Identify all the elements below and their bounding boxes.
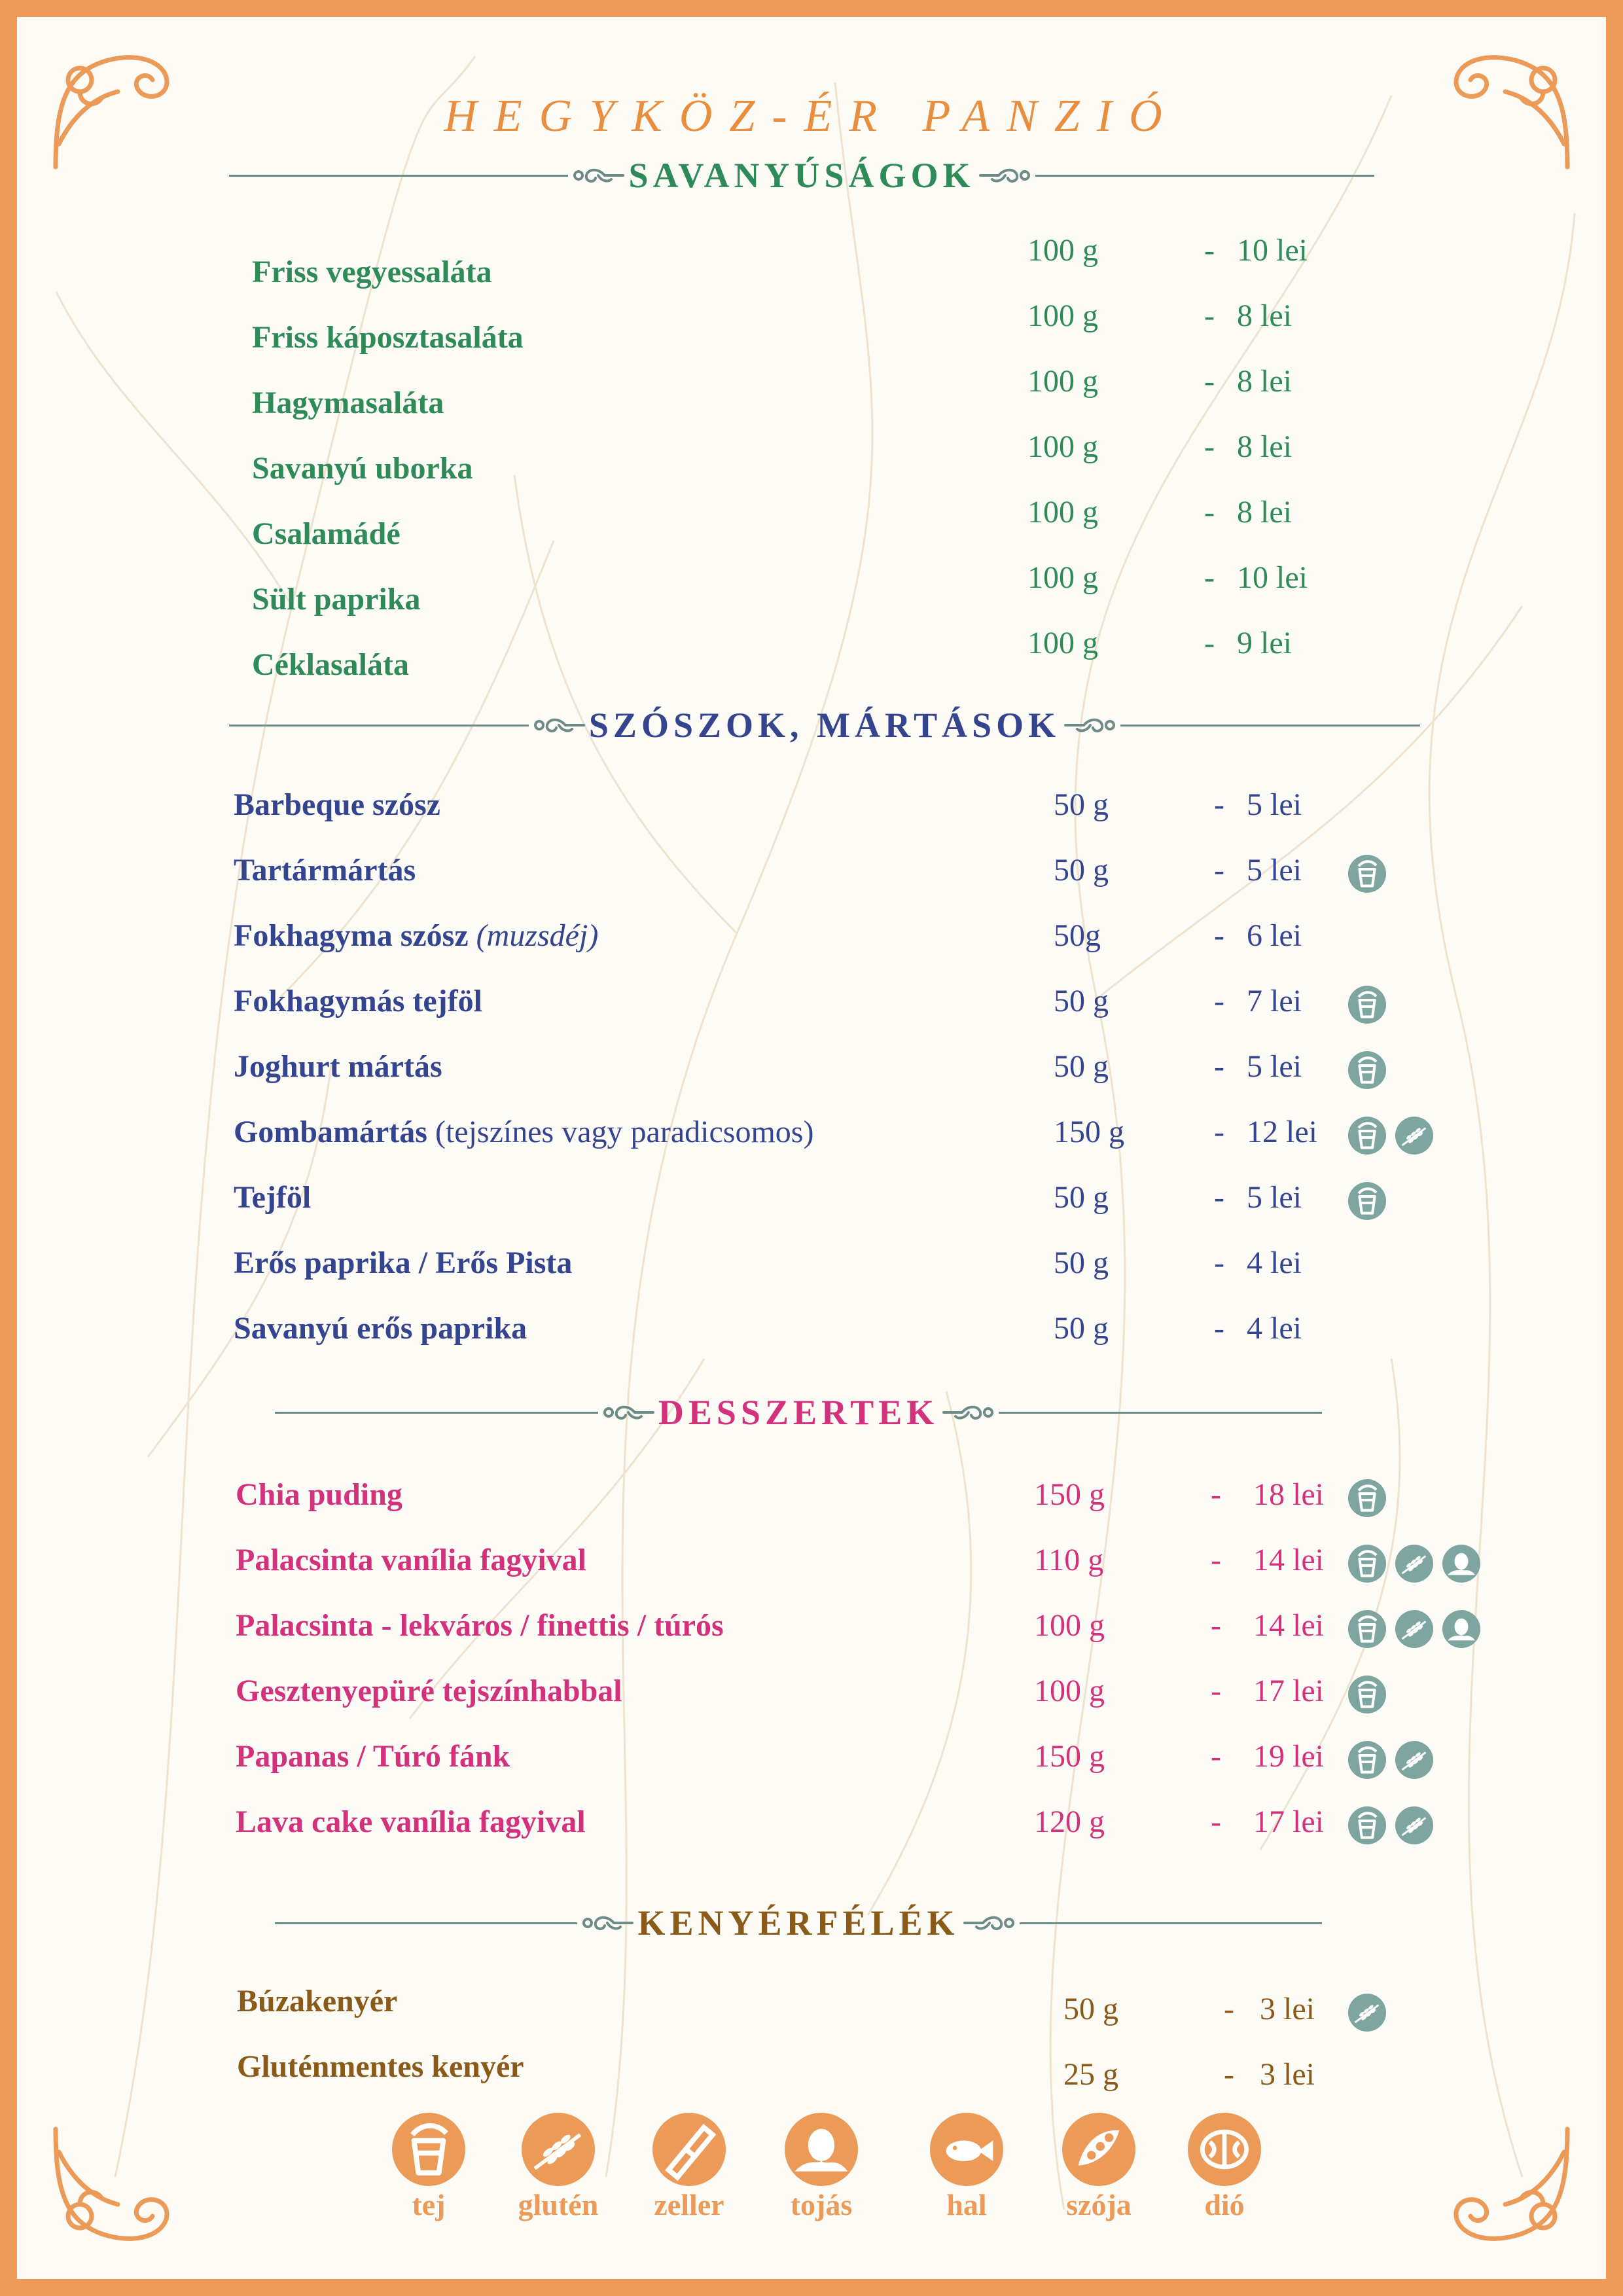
egg-icon [785,2113,858,2186]
item-price: 18 lei [1253,1477,1324,1512]
item-price: 3 lei [1260,1992,1315,2026]
item-quantity: 150 g [1034,1739,1105,1774]
item-note: (tejszínes vagy paradicsomos) [435,1115,814,1149]
item-price: 12 lei [1247,1115,1317,1149]
flourish-ornament [942,1399,995,1426]
item-price: 19 lei [1253,1739,1324,1774]
item-price: 3 lei [1260,2057,1315,2092]
item-quantity: 50 g [1054,787,1109,822]
milk-icon [1348,1051,1386,1089]
item-dash: - [1211,1543,1221,1577]
milk-icon [1348,1806,1386,1844]
divider-line [1120,725,1420,726]
divider-line [275,1922,577,1924]
legend-item [772,2113,870,2222]
item-price: 5 lei [1247,853,1302,888]
item-price: 4 lei [1247,1246,1302,1280]
legend-item [1175,2113,1274,2222]
item-quantity: 50 g [1054,1246,1109,1280]
item-quantity: 120 g [1034,1804,1105,1839]
legend-label: hal [946,2188,987,2221]
egg-icon [1442,1610,1480,1648]
legend-label: glutén [518,2188,599,2221]
allergen-icons [1348,1545,1480,1583]
item-name: Chia puding [236,1477,402,1512]
item-price: 4 lei [1247,1311,1302,1346]
item-price: 8 lei [1237,495,1292,529]
item-dash: - [1214,853,1224,888]
milk-icon [1348,1545,1386,1583]
flourish-ornament [979,162,1031,188]
section-header [229,699,1420,751]
item-quantity: 150 g [1054,1115,1124,1149]
page-title: HEGYKÖZ-ÉR PANZIÓ [444,91,1179,141]
item-name: Céklasaláta [252,647,409,682]
legend-item [640,2113,738,2222]
item-dash: - [1214,787,1224,822]
item-dash: - [1204,560,1215,595]
item-name: Lava cake vanília fagyival [236,1804,586,1839]
item-price: 14 lei [1253,1543,1324,1577]
allergen-icons [1348,1676,1386,1713]
item-name: Gluténmentes kenyér [237,2049,524,2084]
item-quantity: 50 g [1054,1049,1109,1084]
item-name: Gombamártás (tejszínes vagy paradicsomos) [234,1115,814,1149]
celery-icon [652,2113,726,2186]
corner-ornament-bottom-left [46,2119,177,2250]
item-dash: - [1214,1180,1224,1215]
flourish-ornament [533,712,585,738]
item-price: 8 lei [1237,298,1292,333]
item-quantity: 150 g [1034,1477,1105,1512]
allergen-icons [1348,1741,1433,1779]
item-quantity: 50 g [1054,853,1109,888]
legend-label: szója [1066,2188,1132,2221]
legend-item [1050,2113,1148,2222]
wheat-icon [1395,1806,1433,1844]
milk-icon [1348,986,1386,1024]
allergen-icons [1348,1610,1480,1648]
section-header [275,1897,1322,1949]
item-dash: - [1204,364,1215,399]
divider-line [999,1412,1322,1414]
item-price: 10 lei [1237,233,1308,268]
item-quantity: 100 g [1034,1608,1105,1643]
legend-label: tej [412,2188,446,2221]
flourish-ornament [572,162,624,188]
item-dash: - [1211,1608,1221,1643]
legend-label: zeller [654,2188,724,2221]
item-name: Tartármártás [234,853,416,888]
item-price: 5 lei [1247,1180,1302,1215]
wheat-icon [1395,1610,1433,1648]
item-price: 10 lei [1237,560,1308,595]
item-dash: - [1204,233,1215,268]
section-header [229,149,1374,202]
item-quantity: 110 g [1034,1543,1104,1577]
item-quantity: 100 g [1027,495,1098,529]
item-quantity: 100 g [1027,626,1098,660]
allergen-icons [1348,986,1386,1024]
item-dash: - [1214,1049,1224,1084]
allergen-icons [1348,1051,1386,1089]
item-price: 5 lei [1247,1049,1302,1084]
item-price: 8 lei [1237,429,1292,464]
item-price: 7 lei [1247,984,1302,1018]
item-name: Erős paprika / Erős Pista [234,1246,573,1280]
item-quantity: 100 g [1027,560,1098,595]
item-price: 6 lei [1247,918,1302,953]
item-dash: - [1224,1992,1234,2026]
allergen-legend [366,2113,1283,2221]
item-name: Savanyú erős paprika [234,1311,527,1346]
item-quantity: 50 g [1054,1180,1109,1215]
section-title: DESSZERTEK [658,1393,939,1432]
flourish-ornament [1064,712,1116,738]
item-dash: - [1204,298,1215,333]
allergen-icons [1348,855,1386,893]
item-dash: - [1204,626,1215,660]
item-dash: - [1204,429,1215,464]
item-dash: - [1214,1246,1224,1280]
item-name: Friss vegyessaláta [252,255,492,289]
item-name: Palacsinta vanília fagyival [236,1543,587,1577]
item-dash: - [1211,1804,1221,1839]
item-name: Barbeque szósz [234,787,440,822]
item-name: Hagymasaláta [252,386,444,420]
walnut-icon [1188,2113,1261,2186]
milk-icon [1348,1182,1386,1220]
item-price: 17 lei [1253,1804,1324,1839]
divider-line [1035,175,1374,177]
item-name: Gesztenyepüré tejszínhabbal [236,1674,622,1708]
legend-label: tojás [790,2188,853,2221]
item-name: Joghurt mártás [234,1049,442,1084]
item-name: Fokhagyma szósz (muzsdéj) [234,918,599,953]
milk-icon [1348,855,1386,893]
section-title: SAVANYÚSÁGOK [628,156,975,195]
item-name: Sült paprika [252,582,421,617]
item-dash: - [1214,918,1224,953]
allergen-icons [1348,1182,1386,1220]
item-quantity: 50 g [1063,1992,1118,2026]
legend-label: dió [1204,2188,1245,2221]
wheat-icon [1395,1545,1433,1583]
milk-icon [1348,1117,1386,1155]
section-title: KENYÉRFÉLÉK [637,1903,959,1943]
flourish-ornament [963,1910,1016,1936]
item-quantity: 100 g [1027,364,1098,399]
item-quantity: 50g [1054,918,1101,953]
wheat-icon [1395,1117,1433,1155]
item-name: Savanyú uborka [252,451,473,486]
divider-line [229,725,529,726]
item-dash: - [1204,495,1215,529]
flourish-ornament [581,1910,633,1936]
soy-icon [1062,2113,1135,2186]
divider-line [1020,1922,1322,1924]
item-dash: - [1211,1674,1221,1708]
divider-line [275,1412,598,1414]
item-price: 8 lei [1237,364,1292,399]
flourish-ornament [602,1399,654,1426]
item-name: Friss káposztasaláta [252,320,524,355]
item-name: Tejföl [234,1180,312,1215]
section-title: SZÓSZOK, MÁRTÁSOK [588,706,1061,745]
item-price: 9 lei [1237,626,1292,660]
item-quantity: 50 g [1054,984,1109,1018]
milk-icon [392,2113,465,2186]
fish-icon [930,2113,1003,2186]
allergen-icons [1348,1994,1386,2032]
section-header [275,1386,1322,1439]
legend-item [509,2113,607,2222]
allergen-icons [1348,1117,1433,1155]
legend-item [918,2113,1016,2222]
milk-icon [1348,1479,1386,1517]
item-price: 5 lei [1247,787,1302,822]
item-price: 14 lei [1253,1608,1324,1643]
egg-icon [1442,1545,1480,1583]
wheat-icon [522,2113,595,2186]
item-quantity: 100 g [1027,429,1098,464]
item-note: (muzsdéj) [476,918,599,953]
item-dash: - [1214,1115,1224,1149]
item-quantity: 100 g [1034,1674,1105,1708]
item-price: 17 lei [1253,1674,1324,1708]
item-quantity: 50 g [1054,1311,1109,1346]
item-quantity: 100 g [1027,233,1098,268]
item-dash: - [1214,984,1224,1018]
milk-icon [1348,1610,1386,1648]
milk-icon [1348,1741,1386,1779]
wheat-icon [1348,1994,1386,2032]
item-dash: - [1224,2057,1234,2092]
item-dash: - [1214,1311,1224,1346]
divider-line [229,175,568,177]
item-quantity: 100 g [1027,298,1098,333]
milk-icon [1348,1676,1386,1713]
item-name: Papanas / Túró fánk [236,1739,510,1774]
legend-item [380,2113,478,2222]
item-dash: - [1211,1739,1221,1774]
item-dash: - [1211,1477,1221,1512]
allergen-icons [1348,1479,1386,1517]
allergen-icons [1348,1806,1433,1844]
item-name: Fokhagymás tejföl [234,984,482,1018]
wheat-icon [1395,1741,1433,1779]
corner-ornament-bottom-right [1446,2119,1577,2250]
item-quantity: 25 g [1063,2057,1118,2092]
item-name: Csalamádé [252,516,401,551]
item-name: Palacsinta - lekváros / finettis / túrós [236,1608,724,1643]
item-name: Búzakenyér [237,1984,398,2018]
